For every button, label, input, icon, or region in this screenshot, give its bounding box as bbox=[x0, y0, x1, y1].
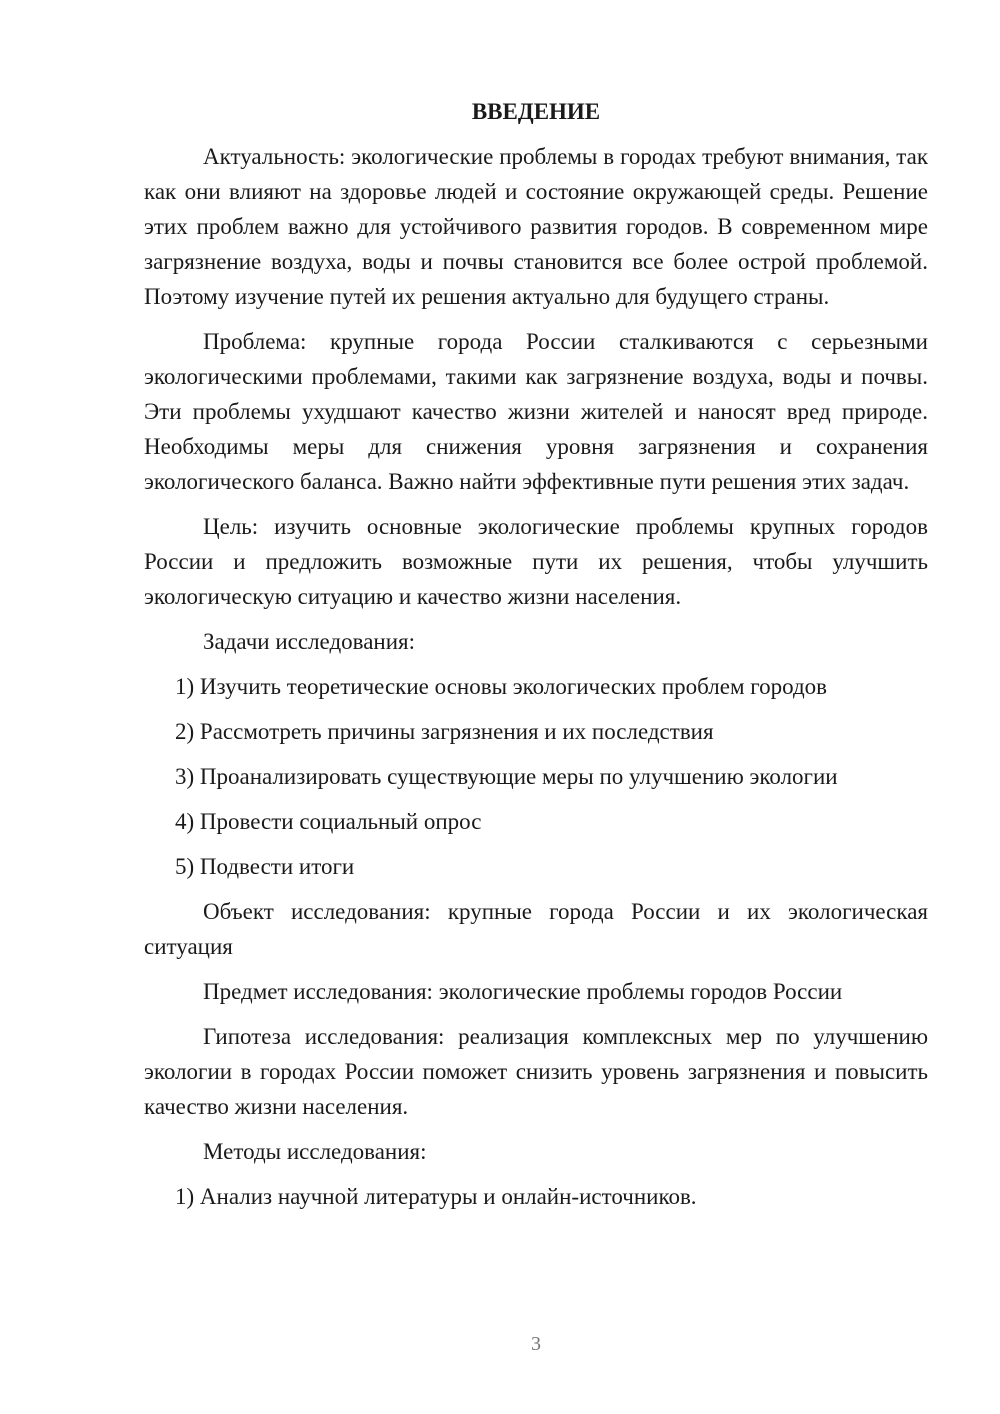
object-paragraph: Объект исследования: крупные города России и их экологическая ситуация bbox=[144, 899, 928, 959]
subject-paragraph: Предмет исследования: экологические проблемы городов России bbox=[203, 979, 843, 1004]
page-content bbox=[144, 94, 928, 1224]
section-title: ВВЕДЕНИЕ bbox=[471, 99, 601, 124]
task-item-5: 5) Подвести итоги bbox=[175, 854, 355, 879]
page-number: 3 bbox=[531, 1333, 541, 1355]
tasks-heading: Задачи исследования: bbox=[203, 629, 416, 654]
relevance-paragraph: Актуальность: экологические проблемы в городах требуют внимания, так как они влияют на здоровье людей и состояние окружающей среды. Решение этих проблем важно для устойчивого развития городов. В современном мире загрязнение воздуха, воды и почвы становится все более острой проблемой. Поэтому изучение путей их решения актуально для будущего страны. bbox=[144, 144, 928, 309]
goal-paragraph: Цель: изучить основные экологические проблемы крупных городов России и предложить возможные пути их решения, чтобы улучшить экологическую ситуацию и качество жизни населения. bbox=[144, 514, 928, 609]
task-item-1: 1) Изучить теоретические основы экологических проблем городов bbox=[175, 674, 828, 699]
task-item-4: 4) Провести социальный опрос bbox=[175, 809, 482, 834]
hypothesis-paragraph: Гипотеза исследования: реализация комплексных мер по улучшению экологии в городах России поможет снизить уровень загрязнения и повысить качество жизни населения. bbox=[144, 1024, 928, 1119]
methods-heading: Методы исследования: bbox=[203, 1139, 427, 1164]
task-item-3: 3) Проанализировать существующие меры по улучшению экологии bbox=[175, 764, 838, 789]
problem-paragraph: Проблема: крупные города России сталкиваются с серьезными экологическими проблемами, такими как загрязнение воздуха, воды и почвы. Эти проблемы ухудшают качество жизни жителей и наносят вред природе. Необходимы меры для снижения уровня загрязнения и сохранения экологического баланса. Важно найти эффективные пути решения этих задач. bbox=[144, 329, 928, 494]
task-item-2: 2) Рассмотреть причины загрязнения и их последствия bbox=[175, 719, 714, 744]
method-item-1: 1) Анализ научной литературы и онлайн-источников. bbox=[175, 1184, 697, 1209]
